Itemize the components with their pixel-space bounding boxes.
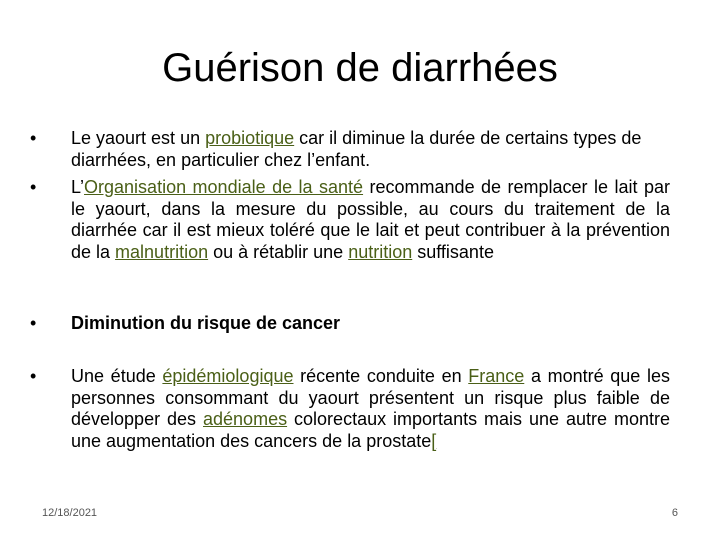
link-france[interactable]: France [468, 366, 525, 386]
bullet-probiotic [30, 128, 670, 171]
bullet-text-part: car il diminue la durée de certains types de diarrhées, en particulier chez l’enfant. [71, 128, 642, 170]
link-adenomes[interactable]: adénomes [203, 409, 288, 429]
bullet-text-part: colorectaux importants mais une autre montre une augmentation des cancers de la prostate [71, 409, 671, 451]
slide-title: Guérison de diarrhées [162, 46, 558, 90]
bullet-text-part: ou à rétablir une [208, 241, 349, 262]
link-nutrition[interactable]: nutrition [348, 241, 413, 262]
bullet-marker: • [30, 313, 37, 333]
bullet-text-part: Une étude [71, 366, 163, 386]
bullet-marker: • [30, 177, 37, 197]
bullet-text-part: suffisante [412, 241, 494, 262]
footer-date: 12/18/2021 [42, 507, 98, 519]
bullet-oms [30, 177, 670, 263]
bullet-marker: • [30, 366, 37, 386]
bullet-etude [30, 366, 670, 452]
bullet-text-part: recommande de remplacer le lait par le yaourt, dans la mesure du possible, au cours du traitement de la diarrhée car il est mieux toléré que le lait et peut contribuer à la prévention de la [71, 177, 670, 262]
bullet-text: Diminution du risque de cancer [71, 313, 341, 333]
link-epidemiologique[interactable]: épidémiologique [162, 366, 294, 386]
bullet-text-part: Le yaourt est un [71, 128, 206, 148]
link-organisation-mondiale-sante[interactable]: Organisation mondiale de la santé [84, 177, 364, 197]
bullet-text-part: a montré que les personnes consommant du yaourt présentent un risque plus faible de développer des [71, 366, 670, 429]
link-probiotique[interactable]: probiotique [205, 128, 295, 148]
link-reference[interactable]: [ [431, 430, 437, 451]
bullet-text-part: L’ [71, 177, 85, 197]
bullet-text-part: récente conduite en [293, 366, 469, 386]
bullet-marker: • [30, 128, 37, 148]
bullet-text [71, 128, 670, 171]
bullet-text [71, 366, 670, 452]
bullet-cancer-heading [30, 313, 670, 335]
link-malnutrition[interactable]: malnutrition [115, 241, 209, 262]
page-number: 6 [671, 507, 678, 519]
bullet-text [71, 177, 670, 263]
